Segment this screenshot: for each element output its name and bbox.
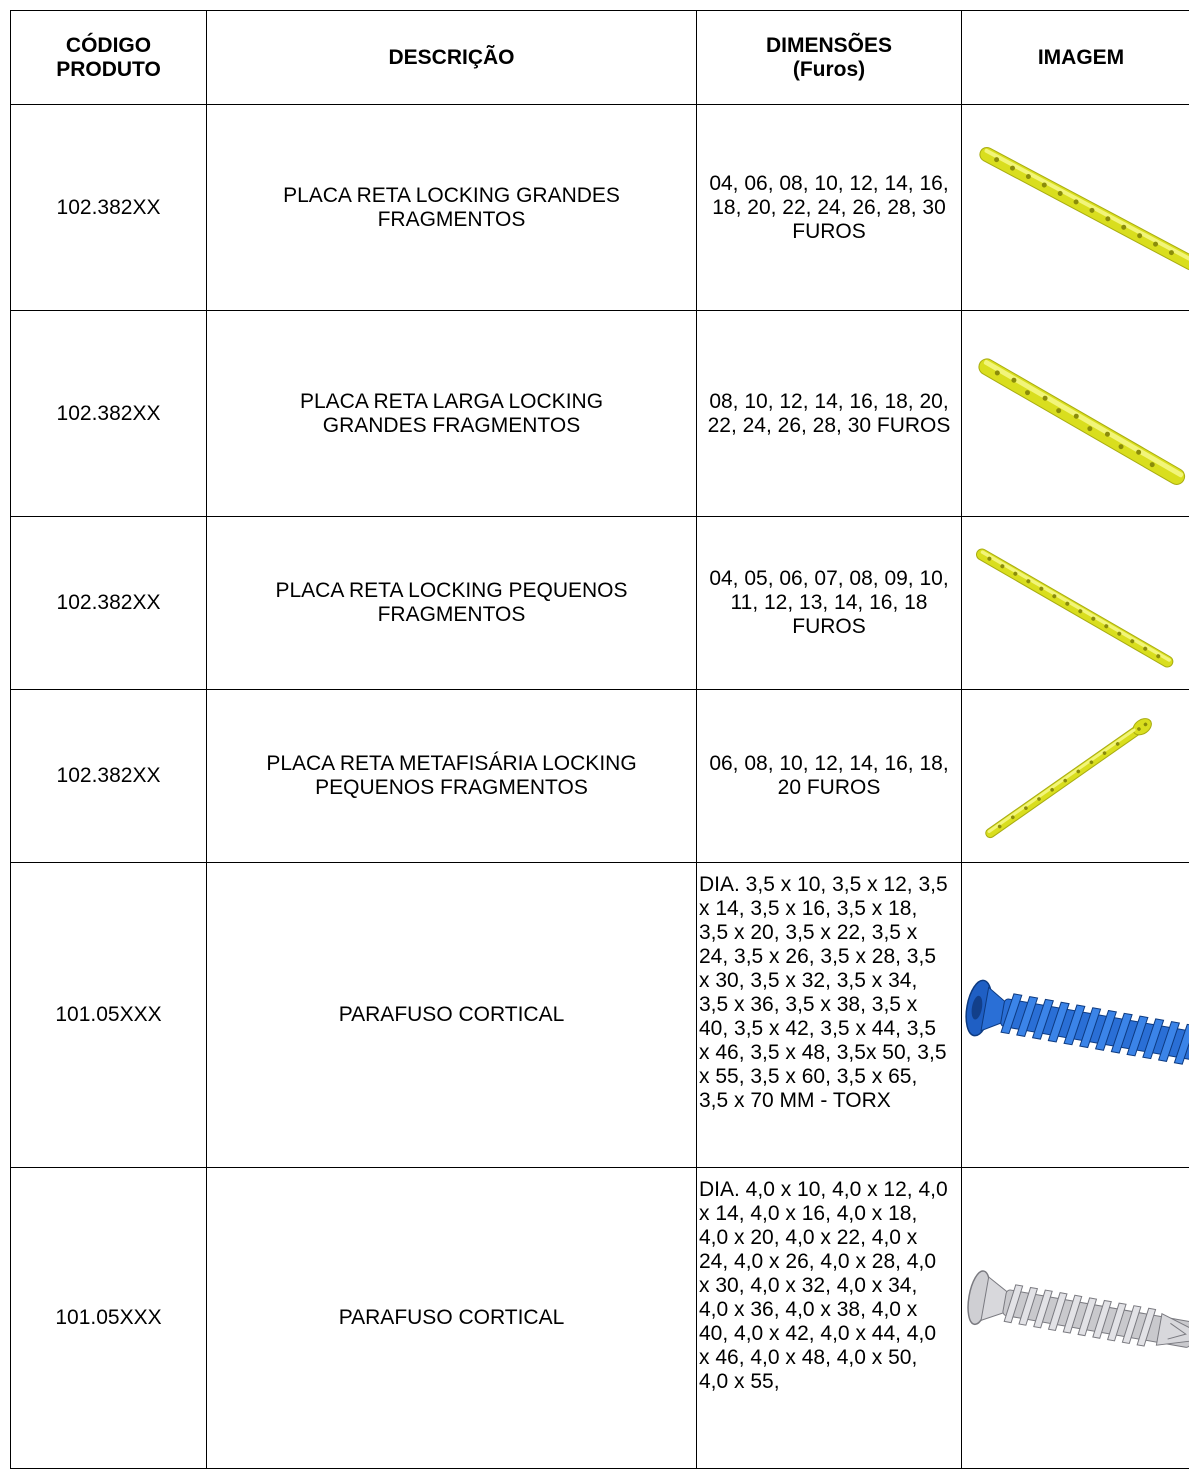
yellow-metaphyseal-plate-icon <box>962 690 1189 862</box>
header-dimensions-line1: DIMENSÕES <box>766 34 892 57</box>
silver-cortical-screw-icon <box>962 1168 1189 1468</box>
product-dimensions <box>697 863 962 1168</box>
description-text: PLACA RETA LOCKING PEQUENOS FRAGMENTOS <box>242 579 662 627</box>
product-dimensions <box>697 1168 962 1469</box>
header-code <box>11 11 207 105</box>
product-image-cell <box>962 311 1189 517</box>
description-text: PLACA RETA LARGA LOCKING GRANDES FRAGMENTOS <box>262 390 642 438</box>
product-code: 101.05XXX <box>11 863 207 1168</box>
dimensions-text: 08, 10, 12, 14, 16, 18, 20, 22, 24, 26, 28, 30 FUROS <box>707 390 952 438</box>
product-dimensions <box>697 690 962 863</box>
product-description <box>207 311 697 517</box>
table-row <box>11 1168 1189 1469</box>
product-code: 102.382XX <box>11 311 207 517</box>
product-description: PARAFUSO CORTICAL <box>207 863 697 1168</box>
dimensions-text: 04, 05, 06, 07, 08, 09, 10, 11, 12, 13, 14, 16, 18 FUROS <box>707 567 952 639</box>
product-image-cell <box>962 863 1189 1168</box>
yellow-wide-plate-icon <box>962 311 1189 516</box>
description-text: PLACA RETA LOCKING GRANDES FRAGMENTOS <box>252 184 652 232</box>
description-text: PLACA RETA METAFISÁRIA LOCKING PEQUENOS FRAGMENTOS <box>227 752 677 800</box>
header-image: IMAGEM <box>962 11 1189 105</box>
table-row <box>11 863 1189 1168</box>
product-dimensions <box>697 517 962 690</box>
table-row <box>11 517 1189 690</box>
dimensions-text: DIA. 4,0 x 10, 4,0 x 12, 4,0 x 14, 4,0 x 16, 4,0 x 18, 4,0 x 20, 4,0 x 22, 4,0 x 24, 4,0 x 26, 4,0 x 28, 4,0 x 30, 4,0 x 32, 4,0 x 34, 4,0 x 36, 4,0 x 38, 4,0 x 40, 4,0 x 42, 4,0 x 44, 4,0 x 46, 4,0 x 48, 4,0 x 50, 4,0 x 55, <box>699 1178 951 1394</box>
product-image-cell <box>962 517 1189 690</box>
header-dimensions <box>697 11 962 105</box>
product-image-cell <box>962 1168 1189 1469</box>
header-code-line1: CÓDIGO <box>66 34 151 57</box>
table-header-row <box>11 11 1189 105</box>
product-image-cell <box>962 690 1189 863</box>
table-row <box>11 690 1189 863</box>
table-row <box>11 311 1189 517</box>
product-description <box>207 690 697 863</box>
product-code: 102.382XX <box>11 105 207 311</box>
product-description <box>207 517 697 690</box>
product-image-cell <box>962 105 1189 311</box>
blue-cortical-screw-icon <box>962 863 1189 1167</box>
product-description <box>207 105 697 311</box>
table-row <box>11 105 1189 311</box>
product-code: 102.382XX <box>11 517 207 690</box>
product-dimensions <box>697 311 962 517</box>
yellow-straight-plate-icon <box>962 105 1189 310</box>
product-table <box>10 10 1189 1469</box>
dimensions-text: 06, 08, 10, 12, 14, 16, 18, 20 FUROS <box>707 752 952 800</box>
dimensions-text: 04, 06, 08, 10, 12, 14, 16, 18, 20, 22, 24, 26, 28, 30 FUROS <box>707 172 952 244</box>
header-dimensions-line2: (Furos) <box>793 58 865 81</box>
product-code: 102.382XX <box>11 690 207 863</box>
header-code-line2: PRODUTO <box>56 58 161 81</box>
product-code: 101.05XXX <box>11 1168 207 1469</box>
yellow-small-plate-icon <box>962 517 1189 689</box>
dimensions-text: DIA. 3,5 x 10, 3,5 x 12, 3,5 x 14, 3,5 x 16, 3,5 x 18, 3,5 x 20, 3,5 x 22, 3,5 x 24, 3,5 x 26, 3,5 x 28, 3,5 x 30, 3,5 x 32, 3,5 x 34, 3,5 x 36, 3,5 x 38, 3,5 x 40, 3,5 x 42, 3,5 x 44, 3,5 x 46, 3,5 x 48, 3,5x 50, 3,5 x 55, 3,5 x 60, 3,5 x 65, 3,5 x 70 MM - TORX <box>699 873 951 1113</box>
header-description: DESCRIÇÃO <box>207 11 697 105</box>
product-description: PARAFUSO CORTICAL <box>207 1168 697 1469</box>
product-dimensions <box>697 105 962 311</box>
